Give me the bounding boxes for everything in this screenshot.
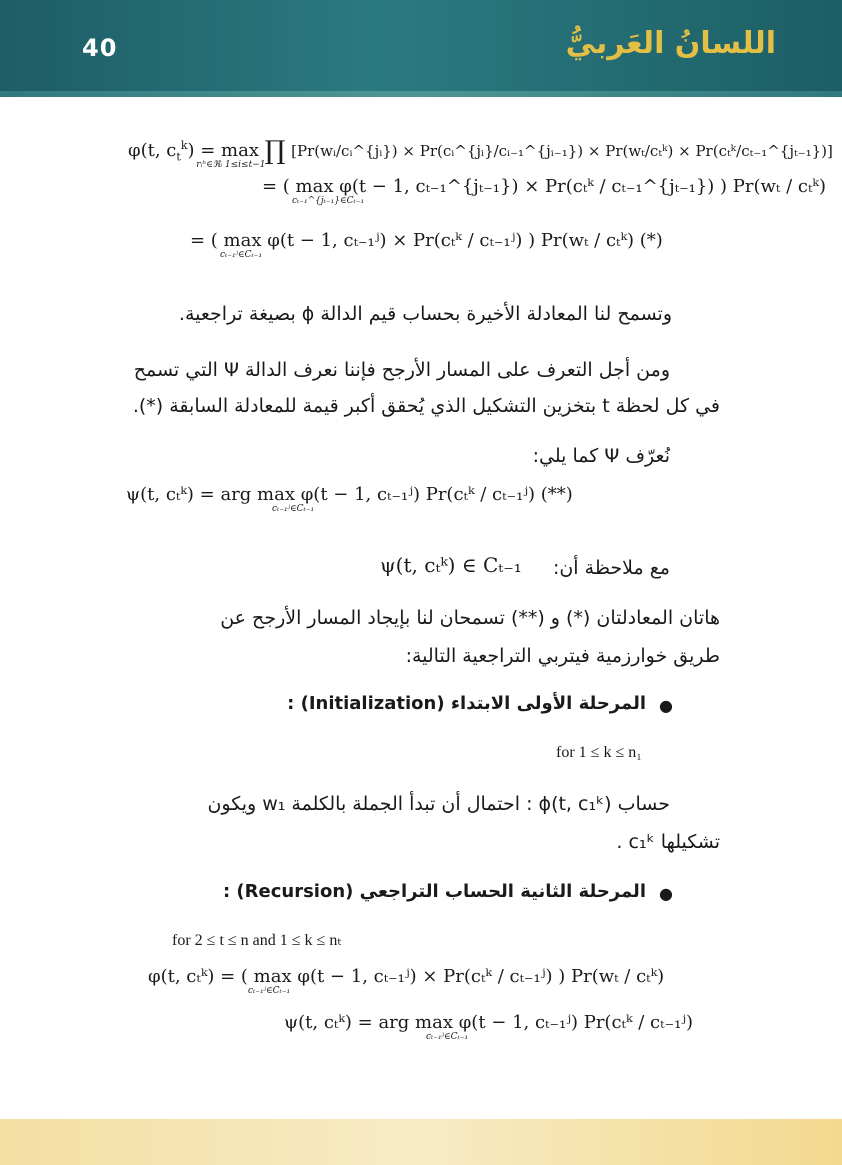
paragraph-init-1: حساب ϕ(t, c₁ᵏ) : احتمال أن تبدأ الجملة بالكلمة w₁ ويكون [207,793,670,815]
page-header [0,0,842,97]
psi-membership: ψ(t, cₜᵏ) ∈ Cₜ₋₁ [380,553,522,577]
loop-recursion: for 2 ≤ t ≤ n and 1 ≤ k ≤ nₜ [172,932,343,949]
recursion-phi: φ(t, cₜᵏ) = ( max φ(t − 1, cₜ₋₁ʲ) × Pr(cₜᵏ / cₜ₋₁ʲ) ) Pr(wₜ / cₜᵏ) cₜ₋₁ʲ∈Cₜ₋₁ [148,966,665,996]
step-recursion: المرحلة الثانية الحساب التراجعي (Recursion) : [222,881,646,902]
paragraph-viterbi-1: هاتان المعادلتان (*) و (**) تسمحان لنا بإيجاد المسار الأرجح عن [220,607,720,629]
paragraph-viterbi-2: طريق خوارزمية فيتربي التراجعية التالية: [405,645,720,667]
paragraph-init-2: تشكيلها c₁ᵏ . [616,831,720,853]
paragraph-recursive-phi: وتسمح لنا المعادلة الأخيرة بحساب قيم الدالة ϕ بصيغة تراجعية. [178,303,672,325]
psi-definition: ψ(t, cₜᵏ) = arg max φ(t − 1, cₜ₋₁ʲ) Pr(cₜᵏ / cₜ₋₁ʲ) (**) cₜ₋₁ʲ∈Cₜ₋₁ [126,484,573,514]
phi-definition-line3: = ( max φ(t − 1, cₜ₋₁ʲ) × Pr(cₜᵏ / cₜ₋₁ʲ) ) Pr(wₜ / cₜᵏ) (*) cₜ₋₁ʲ∈Cₜ₋₁ [190,230,663,260]
phi-definition-line2: = ( max φ(t − 1, cₜ₋₁^{jₜ₋₁}) × Pr(cₜᵏ / cₜ₋₁^{jₜ₋₁}) ) Pr(wₜ / cₜᵏ) cₜ₋₁^{jₜ₋₁}∈Cₜ₋₁ [262,176,826,206]
paragraph-psi-intro-2: في كل لحظة t بتخزين التشكيل الذي يُحقق أكبر قيمة للمعادلة السابقة (*). [132,395,720,417]
paragraph-define-psi: نُعرّف Ψ كما يلي: [532,445,670,467]
phi-definition-line1: φ(t, $c_t^k) = \max$ rᵢʰ∈ℜᵢ 1≤i≤t−1 ∏ [Pr(wᵢ/cᵢ^{jᵢ}) × Pr(cᵢ^{jᵢ}/cᵢ₋₁^{jᵢ₋₁}) × Pr(wₜ/cₜᵏ) × Pr(cₜᵏ/cₜ₋₁^{jₜ₋₁})] [128,136,833,170]
journal-logo: اللسانُ العَربيُّ [565,26,776,61]
bullet-icon: ● [659,884,673,903]
loop-init: for 1 ≤ k ≤ n₁ [556,744,642,761]
page-number: 40 [82,34,118,62]
recursion-psi: ψ(t, cₜᵏ) = arg max φ(t − 1, cₜ₋₁ʲ) Pr(cₜᵏ / cₜ₋₁ʲ) cₜ₋₁ʲ∈Cₜ₋₁ [284,1012,694,1042]
paragraph-note: مع ملاحظة أن: [552,557,670,579]
page-footer [0,1119,842,1165]
step-initialization: المرحلة الأولى الابتداء (Initialization) : [287,693,646,714]
paragraph-psi-intro-1: ومن أجل التعرف على المسار الأرجح فإننا نعرف الدالة Ψ التي تسمح [133,359,670,381]
bullet-icon: ● [659,696,673,715]
